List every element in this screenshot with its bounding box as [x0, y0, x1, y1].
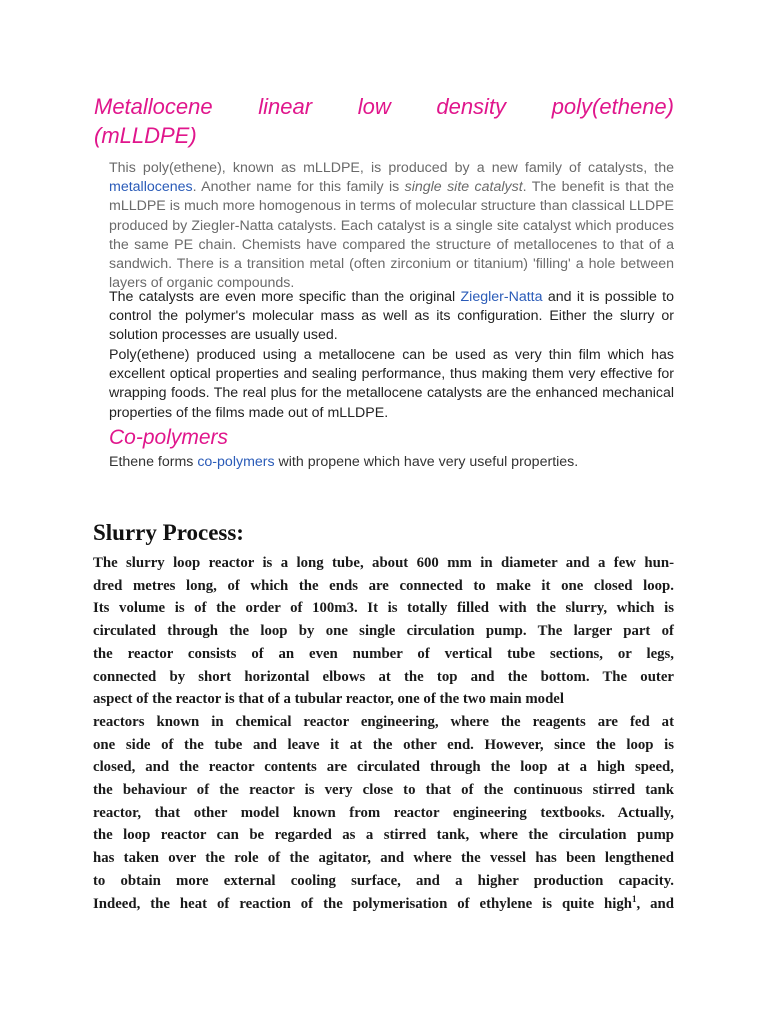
catalyst-paragraph [109, 288, 674, 346]
slurry-line: aspect of the reactor is that of a tubular reactor, one of the two main model [93, 691, 564, 708]
slurry-last-tail: , and [636, 895, 674, 912]
slurry-line: one side of the tube and leave it at the other end. However, since the loop is [93, 736, 674, 753]
intro-text-a: This poly(ethene), known as mLLDPE, is produced by a new family of catalysts, the [109, 160, 674, 176]
slurry-process-body [93, 552, 674, 915]
slurry-line: The slurry loop reactor is a long tube, about 600 mm in diameter and a few hun- [93, 555, 674, 571]
intro-paragraph [109, 159, 674, 293]
footnote-marker[interactable]: 1 [631, 893, 637, 904]
slurry-line: to obtain more external cooling surface, and a higher production capacity. [93, 872, 674, 889]
co-polymers-link[interactable]: co-polymers [197, 454, 275, 470]
intro-text-c: . The benefit is that the mLLDPE is much more homogenous in terms of molecular structure than classical LLDPE produced by Ziegler-Natta catalysts. Each catalyst is a single site catalyst which produces the same PE chain. Chemists have compared the structure of metallocenes to that of a sandwich. There is a transition metal (often zirconium or titanium) 'filling' a hole between layers of organic compounds. [109, 179, 674, 292]
slurry-line: Its volume is of the order of 100m3. It is totally filled with the slurry, which is [93, 600, 674, 617]
copolymers-heading: Co-polymers [109, 426, 229, 449]
single-site-catalyst-text: single site catalyst [404, 179, 523, 196]
copolymers-text-b: with propene which have very useful properties. [274, 454, 579, 470]
copolymers-paragraph [109, 453, 674, 472]
title-line-1: Metallocene linear low density poly(ethene) [94, 94, 674, 119]
slurry-line: circulated through the loop by one single circulation pump. The larger part of [93, 623, 674, 640]
slurry-process-heading: Slurry Process: [93, 520, 244, 545]
copolymers-text-a: Ethene forms [109, 454, 198, 470]
slurry-last-text: Indeed, the heat of reaction of the polymerisation of ethylene is quite high [93, 895, 632, 912]
slurry-line: the reactor consists of an even number of vertical tube sections, or legs, [93, 645, 674, 662]
slurry-line: has taken over the role of the agitator, and where the vessel has been lengthened [93, 850, 674, 867]
slurry-line: dred metres long, of which the ends are connected to make it one closed loop. [93, 577, 674, 594]
catalyst-text-a: The catalysts are even more specific than the original [109, 289, 461, 305]
intro-text-b: . Another name for this family is [192, 179, 405, 196]
ziegler-natta-link[interactable]: Ziegler-Natta [460, 289, 543, 305]
slurry-line: the loop reactor can be regarded as a stirred tank, where the circulation pump [93, 827, 674, 844]
film-paragraph: Poly(ethene) produced using a metallocene can be used as very thin film which has excellent optical properties and sealing performance, thus making them very effective for wrapping foods. The real plus for the metallocene catalysts are the enhanced mechanical properties of the films made out of mLLDPE. [109, 347, 674, 421]
slurry-line: closed, and the reactor contents are circulated through the loop at a high speed, [93, 759, 674, 776]
slurry-line: reactor, that other model known from reactor engineering textbooks. Actually, [93, 804, 674, 821]
title-line-2: (mLLDPE) [94, 123, 197, 148]
metallocenes-link[interactable]: metallocenes [109, 179, 193, 196]
slurry-line: the behaviour of the reactor is very close to that of the continuous stirred tank [93, 782, 674, 799]
slurry-line: reactors known in chemical reactor engineering, where the reagents are fed at [93, 713, 674, 730]
page-title [94, 92, 674, 150]
slurry-line: connected by short horizontal elbows at the top and the bottom. The outer [93, 668, 674, 685]
slurry-line-last [93, 893, 674, 916]
catalyst-text-b: and it is possible to control the polymer's molecular mass as well as its configuration. Either the slurry or solution processes are usually used. [109, 289, 675, 344]
